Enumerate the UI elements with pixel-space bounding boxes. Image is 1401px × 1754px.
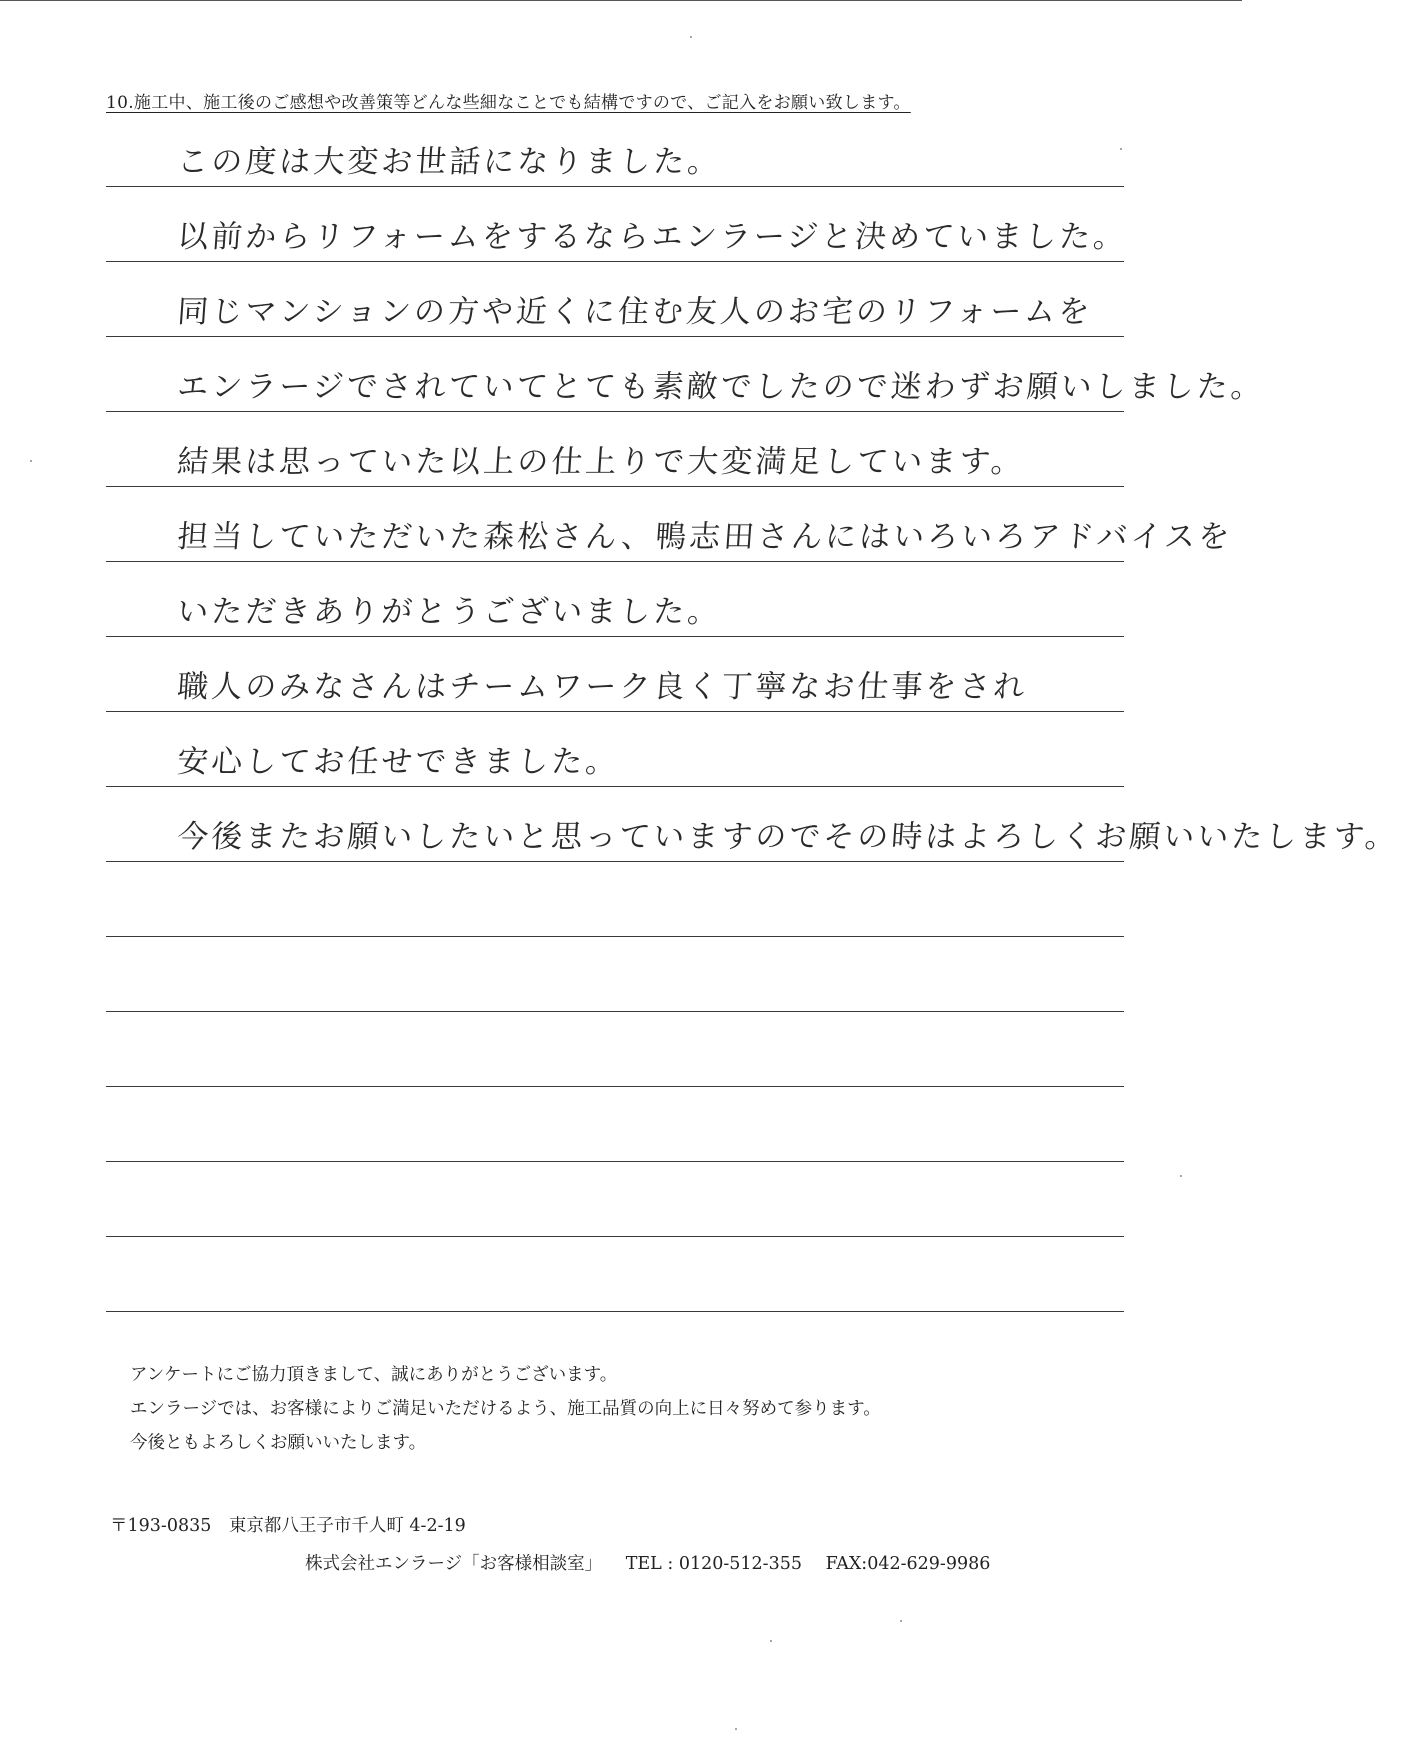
tel-number: TEL : 0120-512-355 — [625, 1554, 802, 1574]
closing-line: 今後ともよろしくお願いいたします。 — [130, 1433, 427, 1453]
answer-line: 同じマンションの方や近くに住む友人のお宅のリフォームを — [176, 294, 1094, 330]
scan-speck — [770, 1640, 772, 1642]
writing-rule — [106, 1086, 1124, 1087]
writing-rule — [106, 561, 1124, 562]
answer-line: 安心してお任せできました。 — [176, 744, 621, 780]
answer-line: エンラージでされていてとても素敵でしたので迷わずお願いしました。 — [176, 369, 1266, 405]
closing-line: アンケートにご協力頂きまして、誠にありがとうございます。 — [130, 1365, 618, 1385]
postal-address: 〒193-0835 東京都八王子市千人町 4-2-19 — [110, 1516, 466, 1536]
writing-rule — [106, 861, 1124, 862]
writing-rule — [106, 1161, 1124, 1162]
scan-speck — [30, 460, 32, 462]
writing-rule — [106, 411, 1124, 412]
writing-rule — [106, 336, 1124, 337]
writing-rule — [106, 786, 1124, 787]
writing-rule — [106, 1311, 1124, 1312]
writing-rule — [106, 636, 1124, 637]
answer-line: この度は大変お世話になりました。 — [176, 144, 723, 180]
writing-rule — [106, 1011, 1124, 1012]
writing-rule — [106, 186, 1124, 187]
answer-line: 以前からリフォームをするならエンラージと決めていました。 — [176, 219, 1129, 255]
scan-speck — [735, 1728, 737, 1730]
question-text: 10.施工中、施工後のご感想や改善策等どんな些細なことでも結構ですので、ご記入をお願い致します。 — [106, 93, 911, 113]
answer-line: いただきありがとうございました。 — [176, 594, 723, 630]
writing-rule — [106, 1236, 1124, 1237]
writing-rule — [106, 711, 1124, 712]
scan-speck — [900, 1620, 902, 1622]
answer-line: 結果は思っていた以上の仕上りで大変満足しています。 — [176, 444, 1027, 480]
closing-line: エンラージでは、お客様によりご満足いただけるよう、施工品質の向上に日々努めて参ります。 — [130, 1399, 881, 1419]
scan-speck — [690, 36, 692, 38]
writing-rule — [106, 486, 1124, 487]
top-edge-line — [0, 0, 1242, 5]
writing-rule — [106, 261, 1124, 262]
fax-number: FAX:042-629-9986 — [825, 1554, 991, 1574]
answer-line: 今後またお願いしたいと思っていますのでその時はよろしくお願いいたします。 — [176, 819, 1401, 855]
answer-line: 担当していただいた森松さん、鴨志田さんにはいろいろアドバイスを — [176, 519, 1234, 555]
scan-speck — [1120, 148, 1122, 150]
contact-info — [305, 1550, 1008, 1575]
scan-speck — [1180, 1175, 1182, 1177]
writing-rule — [106, 936, 1124, 937]
answer-line: 職人のみなさんはチームワーク良く丁寧なお仕事をされ — [176, 669, 1029, 705]
company-name: 株式会社エンラージ「お客様相談室」 — [305, 1554, 603, 1574]
closing-message — [130, 1358, 881, 1460]
